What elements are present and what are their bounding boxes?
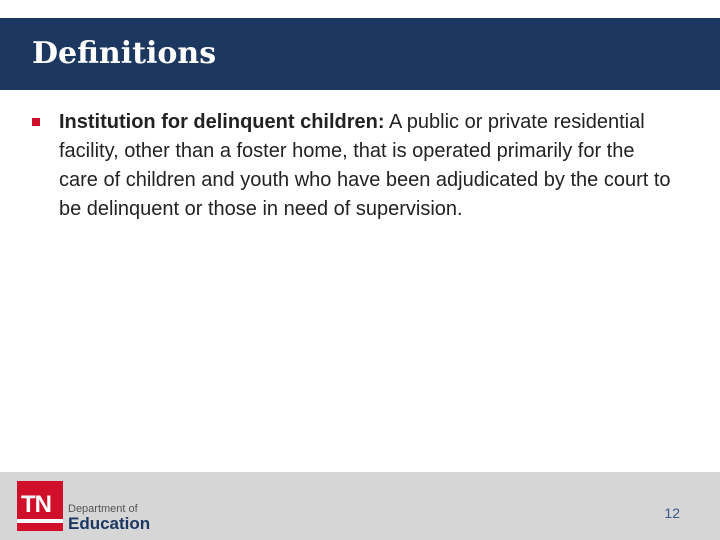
content-area [32, 108, 672, 224]
slide-title: Definitions [32, 36, 217, 71]
logo-education-text: Education [68, 514, 151, 533]
title-bar [0, 18, 720, 90]
definition-text: A public or private residential facility, other than a foster home, that is operated primarily for the care of children and youth who have been adjudicated by the court to be delinquent or those in need of supervision. [59, 111, 671, 220]
square-bullet-icon [32, 118, 40, 126]
logo-department-text: Department of [68, 503, 138, 515]
tn-logo-mark [17, 481, 63, 531]
tn-education-logo [17, 481, 157, 535]
logo-stripe [17, 519, 63, 523]
definition-term: Institution for delinquent children: [59, 111, 385, 133]
tn-logo-text: TN [21, 491, 51, 518]
bullet-item [32, 108, 672, 224]
footer [0, 472, 720, 540]
page-number: 12 [664, 505, 680, 521]
